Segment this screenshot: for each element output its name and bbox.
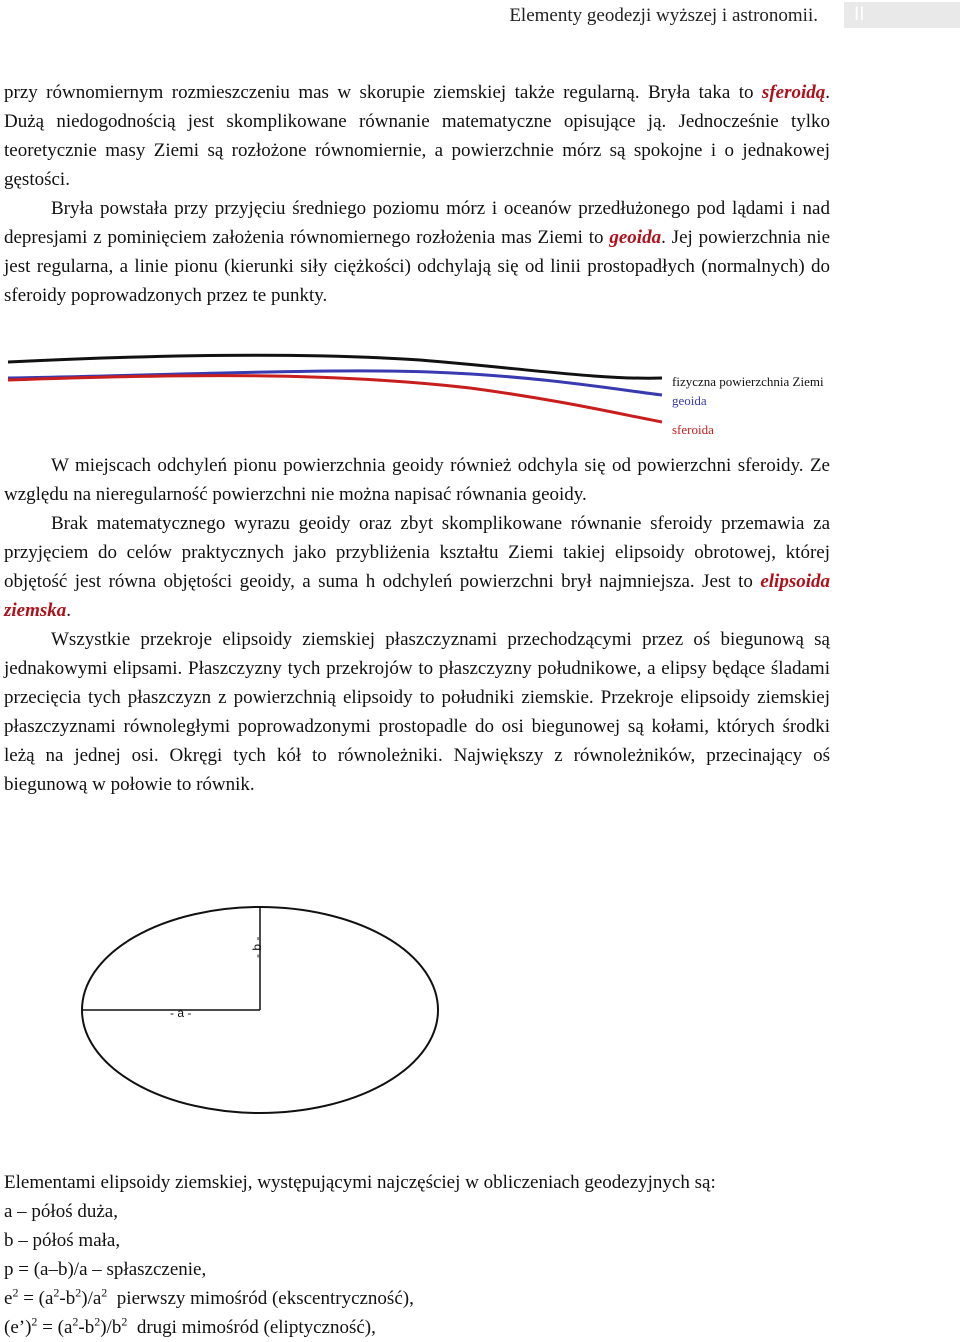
p1-text-2: . Dużą niedogodnością jest skomplikowane równanie matematyczne opisujące ją. Jednocześnie tylko teoretycznie masy Ziemi są rozłożone równomiernie, a powierzchnie mórz są spokojne i o jednakowej gęstości.	[4, 82, 830, 190]
term-sferoida: sferoidą	[761, 82, 826, 103]
element-a: a – półoś duża,	[4, 1201, 118, 1222]
paragraph-przekroje	[4, 625, 830, 799]
header-title: Elementy geodezji wyższej i astronomii.	[509, 5, 818, 26]
elements-intro: Elementami elipsoidy ziemskiej, występującymi najczęściej w obliczeniach geodezyjnych są:	[4, 1172, 716, 1193]
legend-sferoida: sferoida	[672, 422, 714, 437]
paragraph-geoida	[4, 194, 830, 310]
header-page-box	[844, 2, 960, 28]
element-e-prime: (e’)$^2$ = $(a^2-b^2)/b^2$ drugi mimośród (eliptyczność),	[4, 1314, 376, 1338]
element-e-prime-desc: drugi mimośród (eliptyczność),	[136, 1317, 376, 1338]
header-mark: II	[854, 4, 865, 25]
paragraph-odchylenia	[4, 451, 830, 509]
element-e-desc: pierwszy mimośród (ekscentryczność),	[116, 1288, 414, 1309]
p1-text-1: przy równomiernym rozmieszczeniu mas w skorupie ziemskiej także regularną. Bryła taka to	[4, 82, 762, 103]
paragraph-sferoida	[4, 78, 830, 194]
p4-text-1: Brak matematycznego wyrazu geoidy oraz zbyt skomplikowane równanie sferoidy przemawia za przyjęciem do celów praktycznych jako przybliżenia kształtu Ziemi takiej elipsoidy obrotowej, której objętość jest równa objętości geoidy, a suma h odchyleń powierzchni brył najmniejsza. Jest to	[4, 513, 830, 592]
label-b: - b -	[250, 936, 264, 958]
p4-text-2: .	[66, 600, 72, 621]
ellipse-figure	[60, 900, 460, 1120]
p5-text: Wszystkie przekroje elipsoidy ziemskiej płaszczyznami przechodzącymi przez oś biegunową są jednakowymi elipsami. Płaszczyzny tych przekrojów to płaszczyzny południkowe, a elipsy będące śladami przecięcia tych płaszczyzn z powierzchnią elipsoidy to południki ziemskie. Przekroje elipsoidy ziemskiej płaszczyznami równoległymi poprowadzonymi prostopadle do osi biegunowej są kołami, których środki leżą na jednej osi. Okręgi tych kół to równoleżniki. Największy z równoleżników, przecinający oś biegunową w połowie to równik.	[4, 629, 830, 795]
legend-geoida: geoida	[672, 393, 707, 408]
surfaces-figure	[0, 350, 960, 450]
page-header	[0, 0, 960, 32]
element-b: b – półoś mała,	[4, 1230, 121, 1251]
legend-physical-surface: fizyczna powierzchnia Ziemi	[672, 374, 824, 389]
paragraph-elipsoida	[4, 509, 830, 625]
element-p: p = (a–b)/a – spłaszczenie,	[4, 1259, 207, 1280]
p3-text: W miejscach odchyleń pionu powierzchnia geoidy również odchyla się od powierzchni sferoidy. Ze względu na nieregularność powierzchni nie można napisać równania geoidy.	[4, 455, 830, 505]
label-a: - a -	[170, 1006, 192, 1020]
p2-text-2: . Jej powierzchnia nie jest regularna, a linie pionu (kierunki siły ciężkości) odchylają się od linii prostopadłych (normalnych) do sferoidy poprowadzonych przez te punkty.	[4, 227, 830, 306]
p2-text-1: Bryła powstała przy przyjęciu średniego poziomu mórz i oceanów przedłużonego pod lądami i nad depresjami z pominięciem założenia równomiernego rozłożenia mas Ziemi to	[4, 198, 830, 248]
term-elipsoida-ziemska: elipsoida ziemska	[4, 571, 830, 621]
term-geoida: geoida	[609, 227, 662, 248]
element-e: $e^2 = (a^2-b^2)/a^2$ pierwszy mimośród (ekscentryczność),	[4, 1285, 414, 1309]
